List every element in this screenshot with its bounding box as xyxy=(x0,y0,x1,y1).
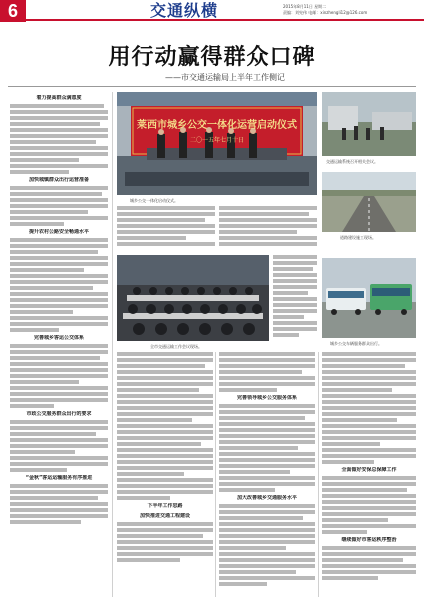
right-heading-3: 全面做好安保总保障工作 xyxy=(341,467,397,473)
right-photo-2 xyxy=(322,172,416,232)
title-divider xyxy=(8,86,416,87)
main-photo xyxy=(117,92,317,195)
section-title: 交通纵横 xyxy=(150,1,219,20)
left-heading-6: “金秋”客运运输服务有序推进 xyxy=(25,475,93,481)
middle-heading-2: 加快推进交通工程建设 xyxy=(139,513,190,519)
right-heading-4: 继续做好市客运秩序整治 xyxy=(341,537,397,543)
middle-column-b xyxy=(219,352,315,597)
left-heading-3: 提升农村公路安全畅通水平 xyxy=(28,229,89,235)
right-photo-2-caption: 道路建设施工现场。 xyxy=(340,235,376,240)
middle-upper-text xyxy=(117,206,215,252)
middle-side-text xyxy=(273,255,317,341)
left-column xyxy=(10,92,108,597)
meeting-photo-caption: 全市交通运输工作会议现场。 xyxy=(150,344,202,349)
column-rule-2 xyxy=(215,352,216,597)
column-rule-3 xyxy=(318,352,319,597)
bus-photo xyxy=(322,258,416,338)
right-heading-2: 加大改善城乡交通服务水平 xyxy=(236,495,297,501)
left-heading-5: 市政公交服务群众出行的要求 xyxy=(26,411,92,417)
middle-column-a xyxy=(117,352,213,597)
banner-date: 二〇一五年七月十日 xyxy=(189,137,244,144)
right-photo-1 xyxy=(322,92,416,156)
page-number: 6 xyxy=(0,0,26,22)
middle-upper-text-2 xyxy=(219,206,317,252)
left-heading-4: 完善城乡客运公交体系 xyxy=(33,335,84,341)
right-column xyxy=(322,352,416,597)
article-subtitle: ——市交通运输局上半年工作侧记 xyxy=(165,73,285,82)
meeting-photo xyxy=(117,255,269,341)
article-title: 用行动赢得群众口碑 xyxy=(108,44,316,70)
editor-line: 责编：刘宪伟 电邮：xinzhengli12@126.com xyxy=(283,10,368,15)
date-line: 2015年8月11日 星期二 xyxy=(283,4,327,9)
main-photo-caption: 城乡公交一体化启动仪式。 xyxy=(130,198,178,203)
right-photo-1-caption: 交通运输系统召开相关会议。 xyxy=(326,159,378,164)
header-rule xyxy=(26,19,424,21)
left-heading-2: 加快城镇群众出行运营准备 xyxy=(28,177,89,183)
middle-heading-1: 下半年工作思路 xyxy=(147,503,183,509)
banner-text: 莱西市城乡公交一体化运营启动仪式 xyxy=(137,120,297,131)
right-heading-1: 完善领导城乡公交服务体系 xyxy=(236,395,297,401)
column-rule-1 xyxy=(112,92,113,597)
bus-photo-caption: 城乡公交车辆服务群众出行。 xyxy=(330,341,382,346)
left-heading-1: 着力提高群众满意度 xyxy=(36,95,82,101)
